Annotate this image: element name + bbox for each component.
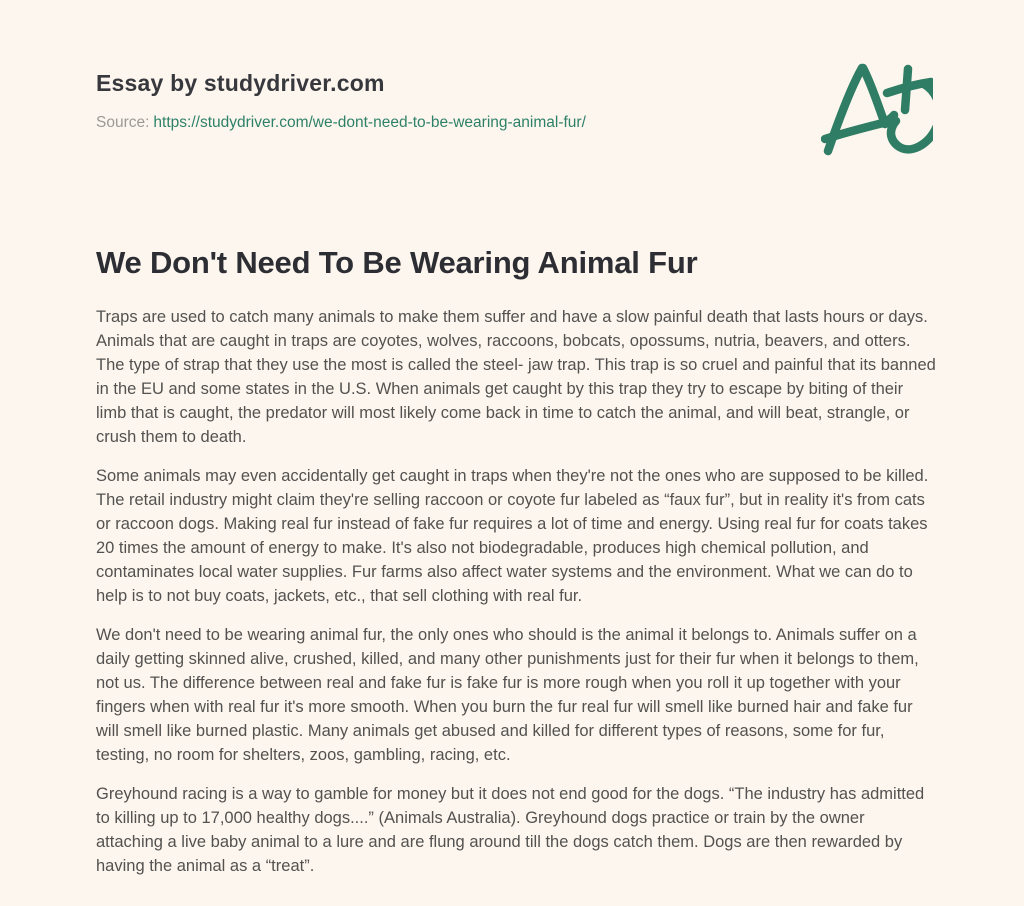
essay-paragraph-1: Traps are used to catch many animals to make them suffer and have a slow painful death that lasts hours or days. Animals that are caught in traps are coyotes, wolves, raccoons, bobcats, opossums, nutria, beavers, and otters. The type of strap that they use the most is called the steel- jaw trap. This trap is so cruel and painful that its banned in the EU and some states in the U.S. When animals get caught by this trap they try to escape by biting of their limb that is caught, the predator will most likely come back in time to catch the animal, and will beat, strangle, or crush them to death. (96, 308, 936, 446)
essay-paragraph-4: Greyhound racing is a way to gamble for money but it does not end good for the dogs. “The industry has admitted to killing up to 17,000 healthy dogs....” (Animals Australia). Greyhound dogs practice or train by the owner attaching a live baby animal to a lure and are flung around till the dogs catch them. Dogs are then rewarded by having the animal as a “treat”. (96, 785, 925, 875)
source-url-link[interactable]: https://studydriver.com/we-dont-need-to-be-wearing-animal-fur/ (153, 114, 586, 131)
essay-paragraph-2: Some animals may even accidentally get caught in traps when they're not the ones who are supposed to be killed. The retail industry might claim they're selling raccoon or coyote fur labeled as “faux fur”, but in reality it's from cats or raccoon dogs. Making real fur instead of fake fur requires a lot of time and energy. Using real fur for coats takes 20 times the amount of energy to make. It's also not biodegradable, produces high chemical pollution, and contaminates local water supplies. Fur farms also affect water systems and the environment. What we can do to help is to not buy coats, jackets, etc., that sell clothing with real fur. (96, 467, 929, 605)
source-label: Source: (96, 114, 150, 131)
a-plus-logo-icon (821, 56, 933, 166)
essay-title: We Don't Need To Be Wearing Animal Fur (96, 245, 698, 280)
essay-body (96, 305, 936, 878)
studydriver-logo (821, 56, 933, 166)
site-heading: Essay by studydriver.com (96, 70, 385, 96)
essay-paragraph-3: We don't need to be wearing animal fur, the only ones who should is the animal it belongs to. Animals suffer on a daily getting skinned alive, crushed, killed, and many other punishments just for their fur when it belongs to them, not us. The difference between real and fake fur is fake fur is more rough when you roll it up together with your fingers when with real fur it's more smooth. When you burn the fur real fur will smell like burned hair and fake fur will smell like burned plastic. Many animals get abused and killed for different types of reasons, some for fur, testing, no room for shelters, zoos, gambling, racing, etc. (96, 626, 919, 764)
source-line (96, 114, 932, 132)
